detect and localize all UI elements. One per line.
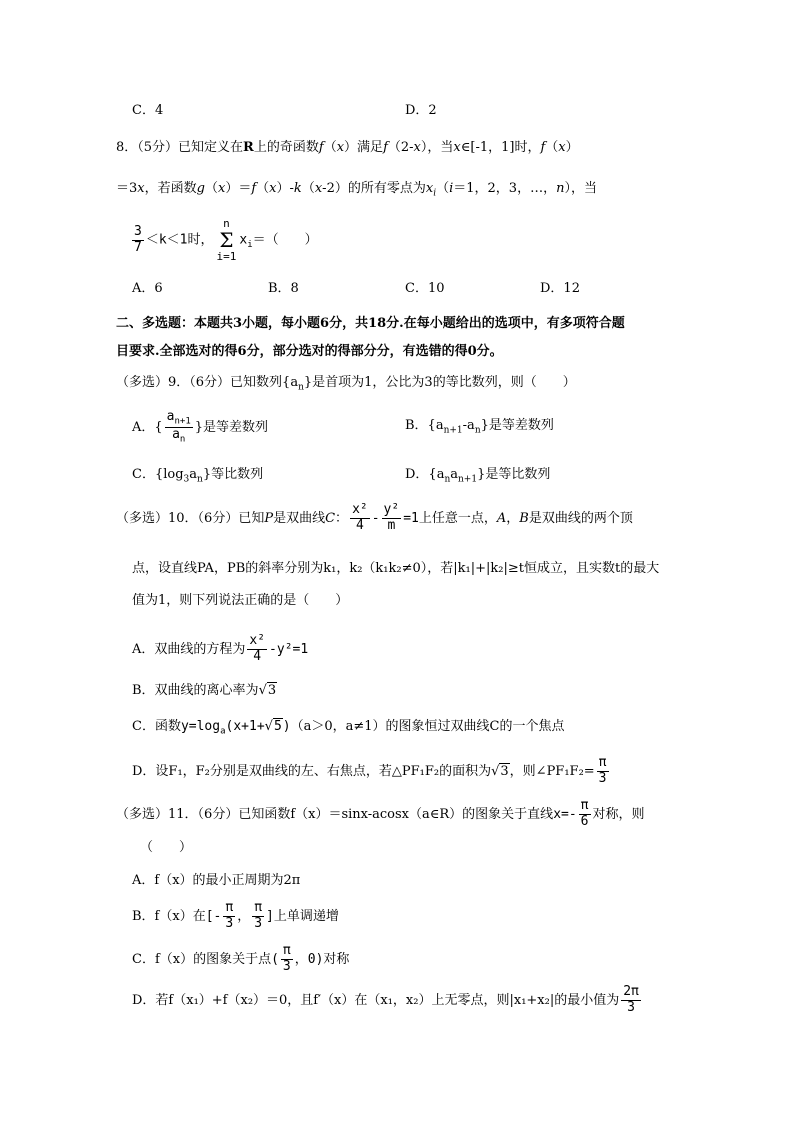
q10-stem-line2: 点，设直线PA，PB的斜率分别为k₁，k₂（k₁k₂≠0），若|k₁|+|k₂|≥t恒成立，且实数t的最大 — [132, 561, 660, 576]
q8-stem-line2: ＝3x，若函数g（x）＝f（x）-k（x-2）的所有零点为$x_i(i=1$，2，3，…，n），当 — [116, 181, 597, 199]
q10-x-fraction: $\frac{\text{x²}}{4}$ — [352, 502, 368, 533]
q11-c-fraction: $\frac{\pi}{3}$ — [282, 943, 291, 974]
sqrt-symbol: √3 — [491, 763, 509, 779]
q10-stem-line3: 值为1，则下列说法正确的是（ ） — [132, 593, 349, 608]
q11-b-fraction-2: $\frac{\pi}{3}$ — [254, 900, 263, 931]
q7-option-d: D．2 — [405, 103, 437, 118]
q9-option-b: B．$\{a_{n+1}-a_n\}$是等差数列 — [405, 418, 554, 436]
q10-option-a: A．双曲线的方程为 $\frac{\text{x²}}{4}$ -y²=1 — [132, 633, 309, 664]
q7-option-c: C．4 — [132, 103, 164, 118]
section2-heading-line1: 二、多选题：本题共3小题，每小题6分，共18分.在每小题给出的选项中，有多项符合题 — [116, 316, 625, 331]
sqrt-symbol: √5 — [264, 719, 282, 734]
q11-answer-blank: （ ） — [140, 840, 193, 855]
q11-b-fraction-1: $\frac{\pi}{3}$ — [225, 900, 234, 931]
q9-option-c: C．$\{\log_3a_n\}$等比数列 — [132, 467, 264, 485]
q8-stem-line1: 8．（5分）已知定义在R上的奇函数f（x）满足f（2-x），当x∈[-1，1]时，f（x） — [116, 140, 579, 155]
q11-option-d: D．若f（x₁）+f（x₂）＝0，且f′（x）在（x₁，x₂）上无零点，则|x₁+x₂|的最小值为 $\frac{2\pi}{3}$ — [132, 984, 639, 1015]
q8-stem-line3: $\frac{3}{7}$ ＜k＜1时， n Σ i=1 $x_i=$（ ） — [134, 217, 318, 263]
q9-option-a: A．{ $\frac{a_{n+1}}{a_n}$ }是等差数列 — [132, 409, 269, 445]
section2-heading-line2: 目要求.全部选对的得6分，部分选对的得部分分，有选错的得0分。 — [116, 344, 503, 359]
q10-option-c: C．函数$y=\log_a(x+1+√5)(a>0$，a≠1）的图象恒过双曲线C的一个焦点 — [132, 719, 565, 737]
q8-option-b: B．8 — [268, 281, 299, 296]
sqrt-symbol: √3 — [258, 683, 277, 698]
q11-d-fraction: $\frac{2\pi}{3}$ — [623, 984, 639, 1015]
q9-a-fraction: $\frac{a_{n+1}}{a_n}$ — [166, 409, 191, 445]
q11-option-c: C．f（x）的图象关于点( $\frac{\pi}{3}$ ，0)对称 — [132, 943, 350, 974]
q11-line-fraction: $\frac{\pi}{6}$ — [580, 798, 589, 829]
q8-fraction: $\frac{3}{7}$ — [134, 223, 142, 255]
q9-option-d: D．$\{a_na_{n+1}\}$是等比数列 — [405, 467, 551, 485]
q10-y-fraction: $\frac{\text{y²}}{m}$ — [383, 502, 400, 533]
q8-option-c: C．10 — [405, 281, 445, 296]
q11-stem-line1: （多选）11．（6分）已知函数f（x）＝sinx-acosx（a∈R）的图象关于直线x=- $\frac{\pi}{6}$ 对称，则 — [116, 798, 645, 829]
q9-stem: （多选）9．（6分）已知数列$\{a_n\}$是首项为1，公比为3的等比数列，则（ ） — [116, 375, 576, 393]
q8-option-d: D．12 — [540, 281, 580, 296]
q11-option-b: B．f（x）在[- $\frac{\pi}{3}$ ， $\frac{\pi}{3}$ ]上单调递增 — [132, 900, 339, 931]
q8-option-a: A．6 — [132, 281, 163, 296]
q10-stem-line1: （多选）10．（6分）已知P是双曲线C： $\frac{\text{x²}}{4}$ - $\frac{\text{y²}}{m}$ =1上任意一点，A，B是双曲线的两个顶 — [116, 502, 633, 533]
q10-d-fraction: $\frac{\pi}{3}$ — [598, 755, 607, 786]
q8-summation: n Σ i=1 — [216, 217, 237, 263]
q10-a-fraction: $\frac{\text{x²}}{4}$ — [249, 633, 266, 664]
q10-option-b: B．双曲线的离心率为√3 — [132, 683, 277, 698]
q10-option-d: D．设F₁，F₂分别是双曲线的左、右焦点，若△PF₁F₂的面积为√3，则∠PF₁F₂= $\frac{\pi}{3}$ — [132, 755, 607, 786]
q11-option-a: A．f（x）的最小正周期为2π — [132, 873, 301, 888]
